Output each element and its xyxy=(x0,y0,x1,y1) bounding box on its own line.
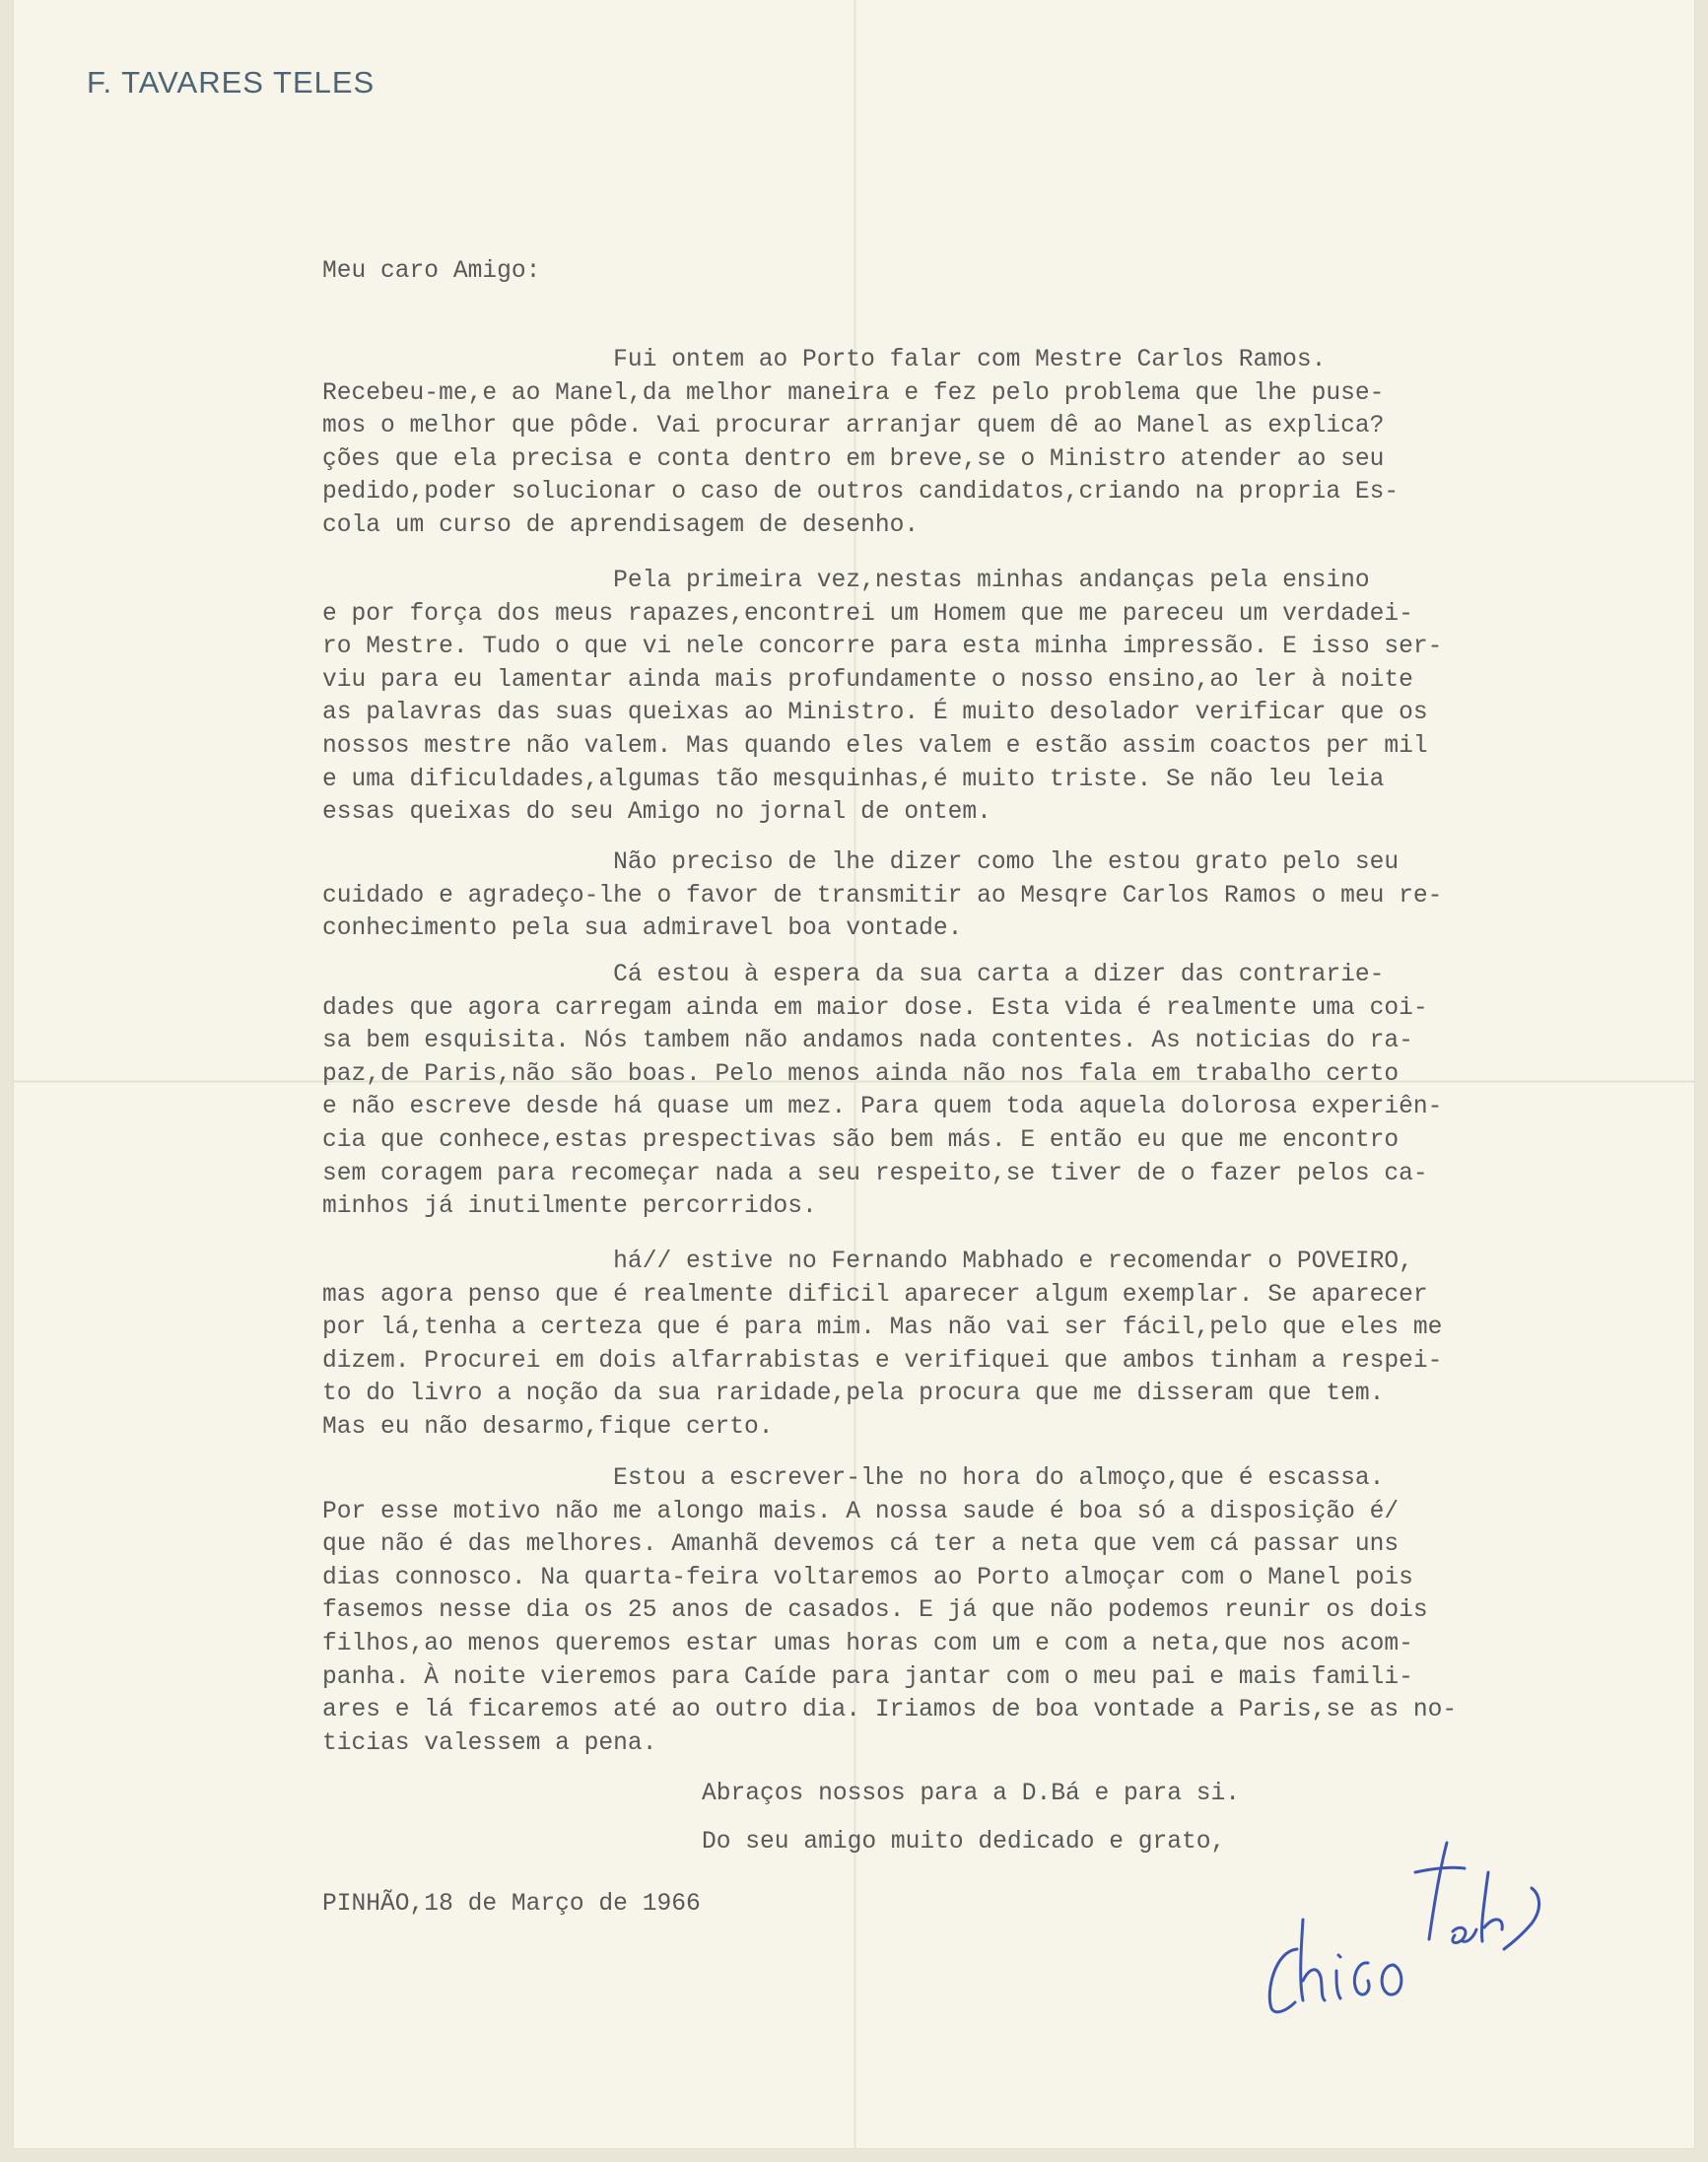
paragraph-2: Pela primeira vez,nestas minhas andanças pela ensino e por força dos meus rapazes,encontrei um Homem que me pareceu um verdadei- ro Mestre. Tudo o que vi nele concorre para esta minha impressão. E isso ser- viu para eu lamentar ainda mais profundamente o nosso ensino,ao ler à noite as palavras das suas queixas ao Ministro. É muito desolador verificar que os nossos mestre não valem. Mas quando eles valem e estão assim coactos per mil e uma dificuldades,algumas tão mesquinhas,é muito triste. Se não leu leia essas queixas do seu Amigo no jornal de ontem. xyxy=(322,568,1443,827)
place-date: PINHÃO,18 de Março de 1966 xyxy=(322,1891,701,1918)
paragraph-1: Fui ontem ao Porto falar com Mestre Carlos Ramos. Recebeu-me,e ao Manel,da melhor maneira e fez pelo problema que lhe puse- mos o melhor que pôde. Vai procurar arranjar quem dê ao Manel as explica? ções que ela precisa e conta dentro em breve,se o Ministro atender ao seu pedido,poder solucionar o caso de outros candidatos,criando na propria Es- cola um curso de aprendisagem de desenho. xyxy=(322,347,1400,539)
letter-sheet xyxy=(14,0,1694,2148)
paragraph-3: Não preciso de lhe dizer como lhe estou grato pelo seu cuidado e agradeço-lhe o favor de transmitir ao Mesqre Carlos Ramos o meu re- conhecimento pela sua admiravel boa vontade. xyxy=(322,849,1443,943)
closing-sign-off: Do seu amigo muito dedicado e grato, xyxy=(702,1829,1226,1856)
salutation: Meu caro Amigo: xyxy=(322,258,541,285)
closing-regards: Abraços nossos para a D.Bá e para si. xyxy=(702,1781,1241,1807)
letterhead: F. TAVARES TELES xyxy=(87,65,376,100)
paragraph-5: há// estive no Fernando Mabhado e recomendar o POVEIRO, mas agora penso que é realmente dificil aparecer algum exemplar. Se aparecer por lá,tenha a certeza que é para mim. Mas não vai ser fácil,pelo que eles me dizem. Procurei em dois alfarrabistas e verifiquei que ambos tinham a respei- to do livro a noção da sua raridade,pela procura que me disseram que tem. Mas eu não desarmo,fique certo. xyxy=(322,1249,1443,1441)
paragraph-6: Estou a escrever-lhe no hora do almoço,que é escassa. Por esse motivo não me alongo mais. A nossa saude é boa só a disposição é/ que não é das melhores. Amanhã devemos cá ter a neta que vem cá passar uns dias connosco. Na quarta-feira voltaremos ao Porto almoçar com o Manel pois fasemos nesse dia os 25 anos de casados. E já que não podemos reunir os dois filhos,ao menos queremos estar umas horas com um e com a neta,que nos acom- panha. À noite vieremos para Caíde para jantar com o meu pai e mais famili- ares e lá ficaremos até ao outro dia. Iriamos de boa vontade a Paris,se as no- ticias valessem a pena. xyxy=(322,1465,1458,1757)
handwritten-signature xyxy=(1246,1833,1571,2030)
paragraph-4: Cá estou à espera da sua carta a dizer das contrarie- dades que agora carregam ainda em maior dose. Esta vida é realmente uma coi- sa bem esquisita. Nós tambem não andamos nada contentes. As noticias do ra- paz,de Paris,não são boas. Pelo menos ainda não nos fala em trabalho certo e não escreve desde há quase um mez. Para quem toda aquela dolorosa experiên- cia que conhece,estas prespectivas são bem más. E então eu que me encontro sem coragem para recomeçar nada a seu respeito,se tiver de o fazer pelos ca- minhos já inutilmente percorridos. xyxy=(322,962,1443,1221)
